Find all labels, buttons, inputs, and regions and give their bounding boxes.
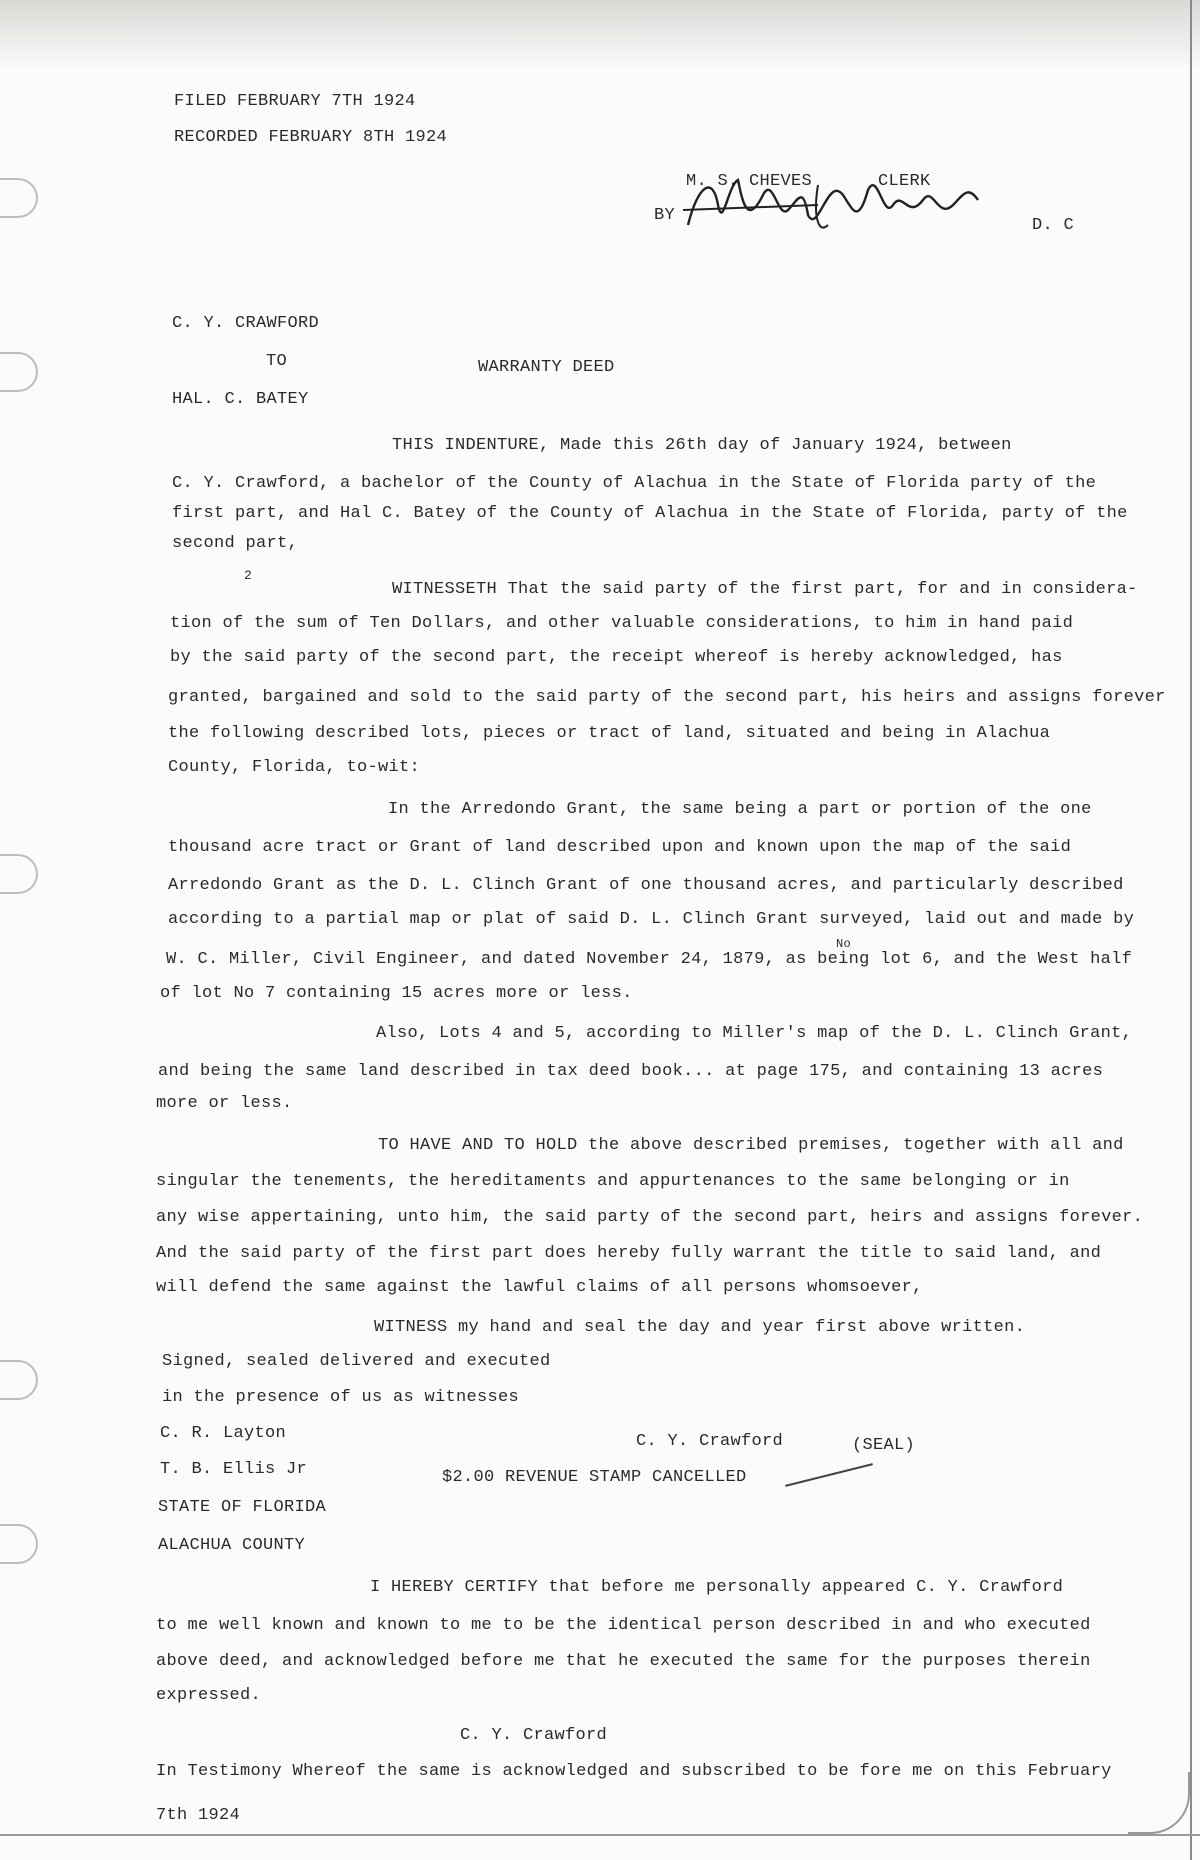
body-line: Also, Lots 4 and 5, according to Miller's map of the D. L. Clinch Grant, [376, 1024, 1133, 1043]
deputy-clerk-label: D. C [1032, 216, 1075, 235]
body-line: In the Arredondo Grant, the same being a part or portion of the one [388, 800, 1092, 819]
body-line: tion of the sum of Ten Dollars, and other valuable considerations, to him in hand paid [170, 614, 1074, 633]
body-line: will defend the same against the lawful claims of all persons whomsoever, [156, 1278, 923, 1297]
binder-hole [0, 178, 38, 218]
body-line: THIS INDENTURE, Made this 26th day of January 1924, between [392, 436, 1012, 455]
witness-name: T. B. Ellis Jr [160, 1460, 308, 1479]
clerk-title: CLERK [878, 172, 931, 191]
cancel-mark [785, 1463, 873, 1487]
binder-hole [0, 1524, 38, 1564]
body-line: singular the tenements, the hereditaments and appurtenances to the same belonging or in [156, 1172, 1070, 1191]
clerk-signature [668, 165, 998, 245]
body-line: according to a partial map or plat of said D. L. Clinch Grant surveyed, laid out and made by [168, 910, 1135, 929]
body-line: thousand acre tract or Grant of land described upon and known upon the map of the said [168, 838, 1072, 857]
body-line: in the presence of us as witnesses [162, 1388, 520, 1407]
body-line: County, Florida, to-wit: [168, 758, 421, 777]
body-line: Signed, sealed delivered and executed [162, 1352, 551, 1371]
scan-shadow [0, 0, 1200, 70]
witness-name: C. R. Layton [160, 1424, 287, 1443]
body-line: W. C. Miller, Civil Engineer, and dated November 24, 1879, as being lot 6, and the West half [166, 950, 1133, 969]
revenue-stamp-note: $2.00 REVENUE STAMP CANCELLED [442, 1468, 747, 1487]
filed-date: FILED FEBRUARY 7TH 1924 [174, 92, 416, 111]
body-line: the following described lots, pieces or tract of land, situated and being in Alachua [168, 724, 1051, 743]
binder-hole [0, 854, 38, 894]
grantor-heading: C. Y. CRAWFORD [172, 314, 320, 333]
acknowledger-name: C. Y. Crawford [460, 1726, 608, 1745]
body-line: And the said party of the first part does hereby fully warrant the title to said land, and [156, 1244, 1102, 1263]
by-label: BY [654, 206, 676, 225]
body-line: expressed. [156, 1686, 262, 1705]
recorded-date: RECORDED FEBRUARY 8TH 1924 [174, 128, 448, 147]
body-line: second part, [172, 534, 299, 553]
state-heading: STATE OF FLORIDA [158, 1498, 327, 1517]
body-line: I HEREBY CERTIFY that before me personally appeared C. Y. Crawford [370, 1578, 1064, 1597]
body-line: to me well known and known to me to be the identical person described in and who executed [156, 1616, 1091, 1635]
body-line: of lot No 7 containing 15 acres more or less. [160, 984, 633, 1003]
body-line: by the said party of the second part, the receipt whereof is hereby acknowledged, has [170, 648, 1063, 667]
county-heading: ALACHUA COUNTY [158, 1536, 306, 1555]
body-line: C. Y. Crawford, a bachelor of the County of Alachua in the State of Florida party of the [172, 474, 1097, 493]
clerk-name: M. S. CHEVES [686, 172, 813, 191]
body-line: any wise appertaining, unto him, the said party of the second part, heirs and assigns forever. [156, 1208, 1144, 1227]
grantee-heading: HAL. C. BATEY [172, 390, 309, 409]
body-line: granted, bargained and sold to the said party of the second part, his heirs and assigns forever [168, 688, 1166, 707]
lot-no-superscript: No [836, 937, 852, 951]
body-line: In Testimony Whereof the same is acknowledged and subscribed to be fore me on this February [156, 1762, 1112, 1781]
body-line: TO HAVE AND TO HOLD the above described premises, together with all and [378, 1136, 1124, 1155]
body-line: above deed, and acknowledged before me that he executed the same for the purposes therein [156, 1652, 1091, 1671]
body-line: Arredondo Grant as the D. L. Clinch Grant of one thousand acres, and particularly described [168, 876, 1124, 895]
seal-label: (SEAL) [852, 1436, 916, 1455]
body-line: first part, and Hal C. Batey of the County of Alachua in the State of Florida, party of the [172, 504, 1128, 523]
page-corner [1128, 1772, 1190, 1834]
binder-hole [0, 1360, 38, 1400]
body-line: WITNESSETH That the said party of the first part, for and in considera- [392, 580, 1138, 599]
grantor-signature: C. Y. Crawford [636, 1432, 784, 1451]
body-line: more or less. [156, 1094, 293, 1113]
to-heading: TO [266, 352, 288, 371]
deed-type-heading: WARRANTY DEED [478, 358, 615, 377]
body-line: WITNESS my hand and seal the day and year first above written. [374, 1318, 1026, 1337]
binder-hole [0, 352, 38, 392]
body-line: and being the same land described in tax deed book... at page 175, and containing 13 acres [158, 1062, 1104, 1081]
page-edge-right [1190, 0, 1192, 1860]
body-line: 7th 1924 [156, 1806, 241, 1825]
page-mark: 2 [244, 568, 253, 583]
page-edge-bottom [0, 1834, 1200, 1836]
